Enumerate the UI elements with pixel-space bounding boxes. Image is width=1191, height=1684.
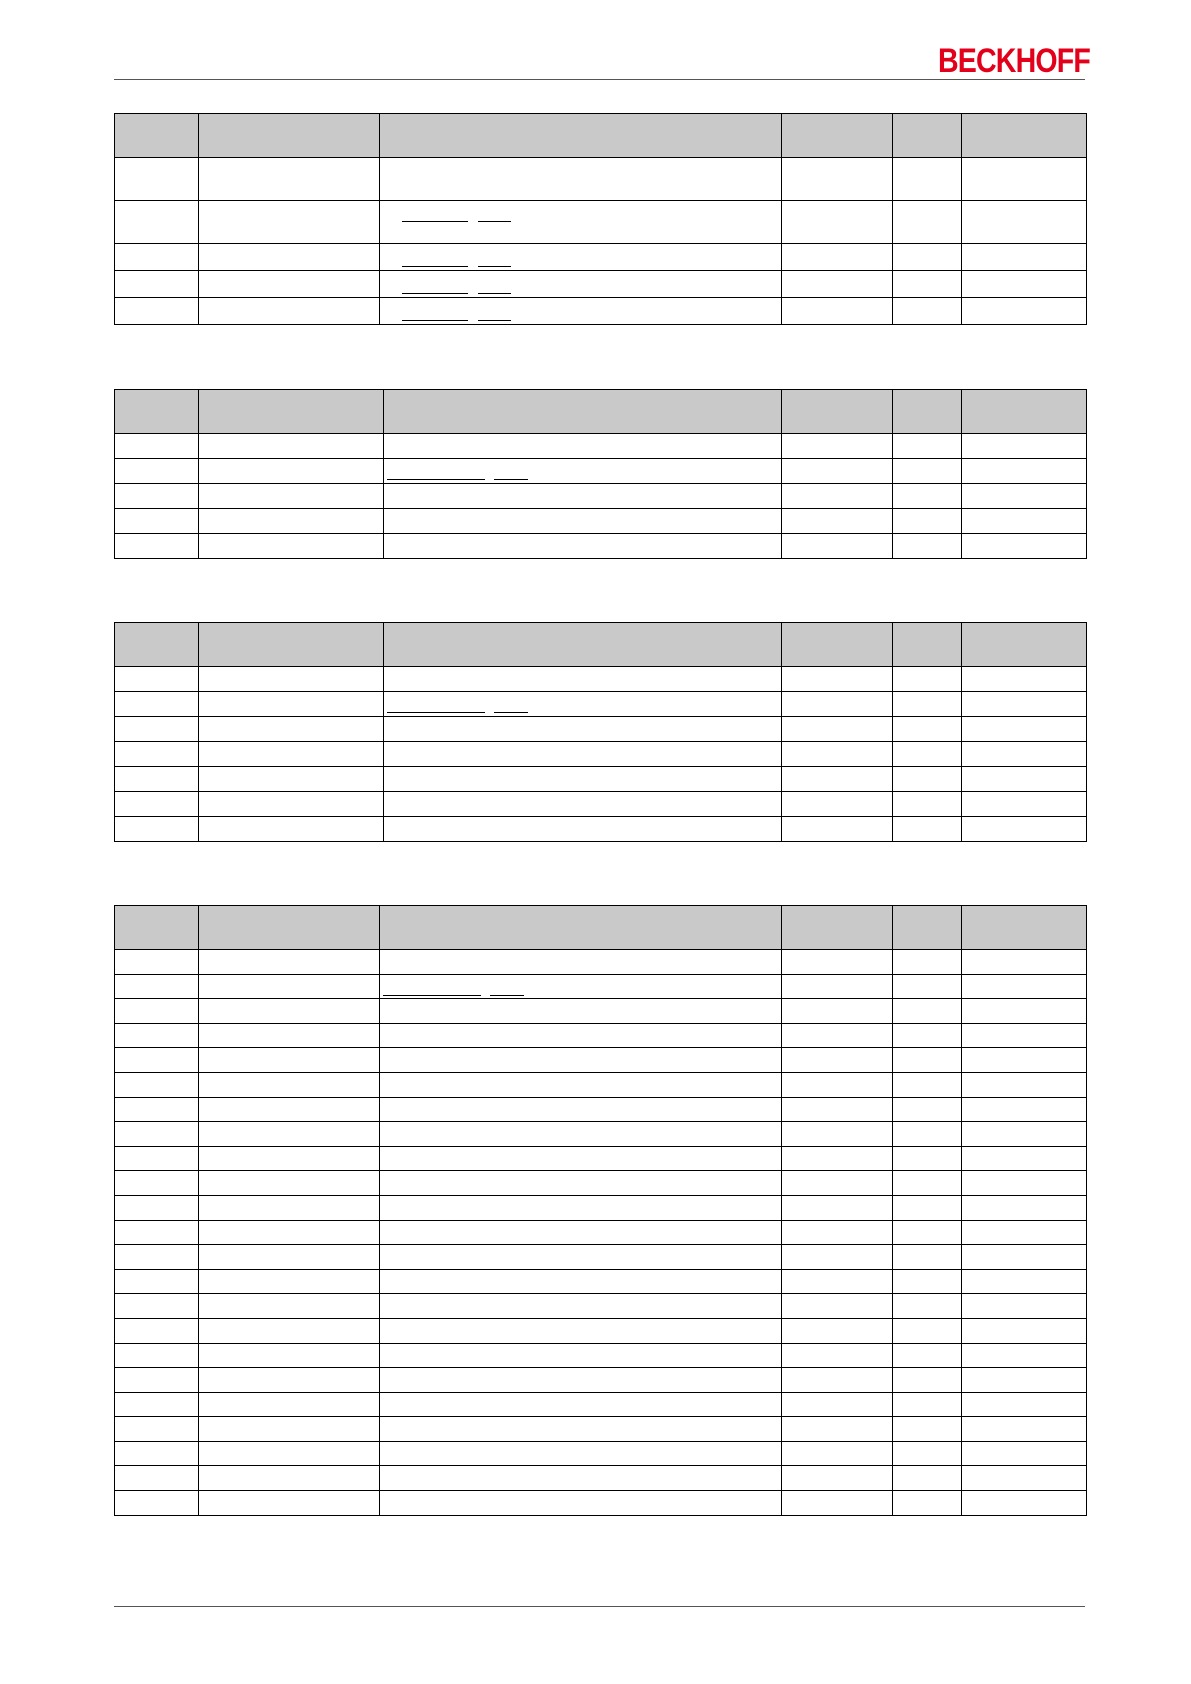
- link-underline: [387, 479, 485, 480]
- link-underline: [402, 221, 468, 222]
- table-3: [114, 622, 1087, 842]
- header-cell: [782, 114, 893, 158]
- table-row: [115, 298, 1087, 325]
- header-cell: [893, 906, 962, 950]
- table-row: [115, 667, 1087, 692]
- footer-rule: [114, 1606, 1085, 1607]
- header-cell: [384, 623, 782, 667]
- header-cell: [893, 114, 962, 158]
- table-row: [115, 1245, 1087, 1270]
- link-underline: [490, 995, 524, 996]
- header-cell: [782, 623, 893, 667]
- link-underline: [478, 266, 511, 267]
- table-row: [115, 1368, 1087, 1393]
- table-row: [115, 1195, 1087, 1220]
- table-row: [115, 534, 1087, 559]
- table-row: [115, 244, 1087, 271]
- table-1: [114, 113, 1087, 325]
- table-row: [115, 484, 1087, 509]
- header-cell: [115, 623, 199, 667]
- table-row: [115, 767, 1087, 792]
- link-underline: [387, 712, 485, 713]
- header-cell: [115, 114, 199, 158]
- header-cell: [115, 390, 199, 434]
- table-row: [115, 1392, 1087, 1417]
- table-row: [115, 201, 1087, 244]
- header-cell: [199, 906, 380, 950]
- link-underline: [478, 293, 511, 294]
- table-row: [115, 1048, 1087, 1073]
- table-header-row: [115, 390, 1087, 434]
- header-cell: [115, 906, 199, 950]
- header-cell: [199, 623, 384, 667]
- header-cell: [380, 114, 782, 158]
- header-cell: [199, 114, 380, 158]
- table-row: [115, 1466, 1087, 1491]
- table-row: [115, 974, 1087, 999]
- table-row: [115, 1343, 1087, 1368]
- table-row: [115, 434, 1087, 459]
- table-row: [115, 1269, 1087, 1294]
- table-header-row: [115, 114, 1087, 158]
- table-row: [115, 1441, 1087, 1466]
- table-row: [115, 742, 1087, 767]
- table-row: [115, 1491, 1087, 1516]
- table-row: [115, 1097, 1087, 1122]
- table-row: [115, 509, 1087, 534]
- header-cell: [893, 623, 962, 667]
- header-cell: [782, 906, 893, 950]
- link-underline: [494, 712, 528, 713]
- header-rule: [114, 79, 1085, 80]
- header-cell: [384, 390, 782, 434]
- table-row: [115, 1294, 1087, 1319]
- table-row: [115, 999, 1087, 1024]
- link-underline: [402, 266, 468, 267]
- link-underline: [383, 995, 481, 996]
- beckhoff-logo: BECKHOFF: [938, 42, 1090, 80]
- table-row: [115, 950, 1087, 975]
- table-row: [115, 1146, 1087, 1171]
- header-cell: [962, 623, 1087, 667]
- table-row: [115, 1171, 1087, 1196]
- link-underline: [478, 320, 511, 321]
- header-cell: [962, 114, 1087, 158]
- table-row: [115, 1417, 1087, 1442]
- link-underline: [478, 221, 511, 222]
- table-row: [115, 692, 1087, 717]
- header-cell: [893, 390, 962, 434]
- header-cell: [962, 390, 1087, 434]
- table-row: [115, 1318, 1087, 1343]
- table-header-row: [115, 906, 1087, 950]
- link-underline: [494, 479, 528, 480]
- table-row: [115, 1220, 1087, 1245]
- table-row: [115, 271, 1087, 298]
- table-4: [114, 905, 1087, 1516]
- link-underline: [402, 320, 468, 321]
- table-row: [115, 158, 1087, 201]
- table-row: [115, 459, 1087, 484]
- header-cell: [782, 390, 893, 434]
- header-cell: [962, 906, 1087, 950]
- link-underline: [402, 293, 468, 294]
- table-row: [115, 1122, 1087, 1147]
- header-cell: [199, 390, 384, 434]
- table-row: [115, 1072, 1087, 1097]
- table-2: [114, 389, 1087, 559]
- table-row: [115, 1023, 1087, 1048]
- table-header-row: [115, 623, 1087, 667]
- table-row: [115, 717, 1087, 742]
- header-cell: [380, 906, 782, 950]
- table-row: [115, 817, 1087, 842]
- table-row: [115, 792, 1087, 817]
